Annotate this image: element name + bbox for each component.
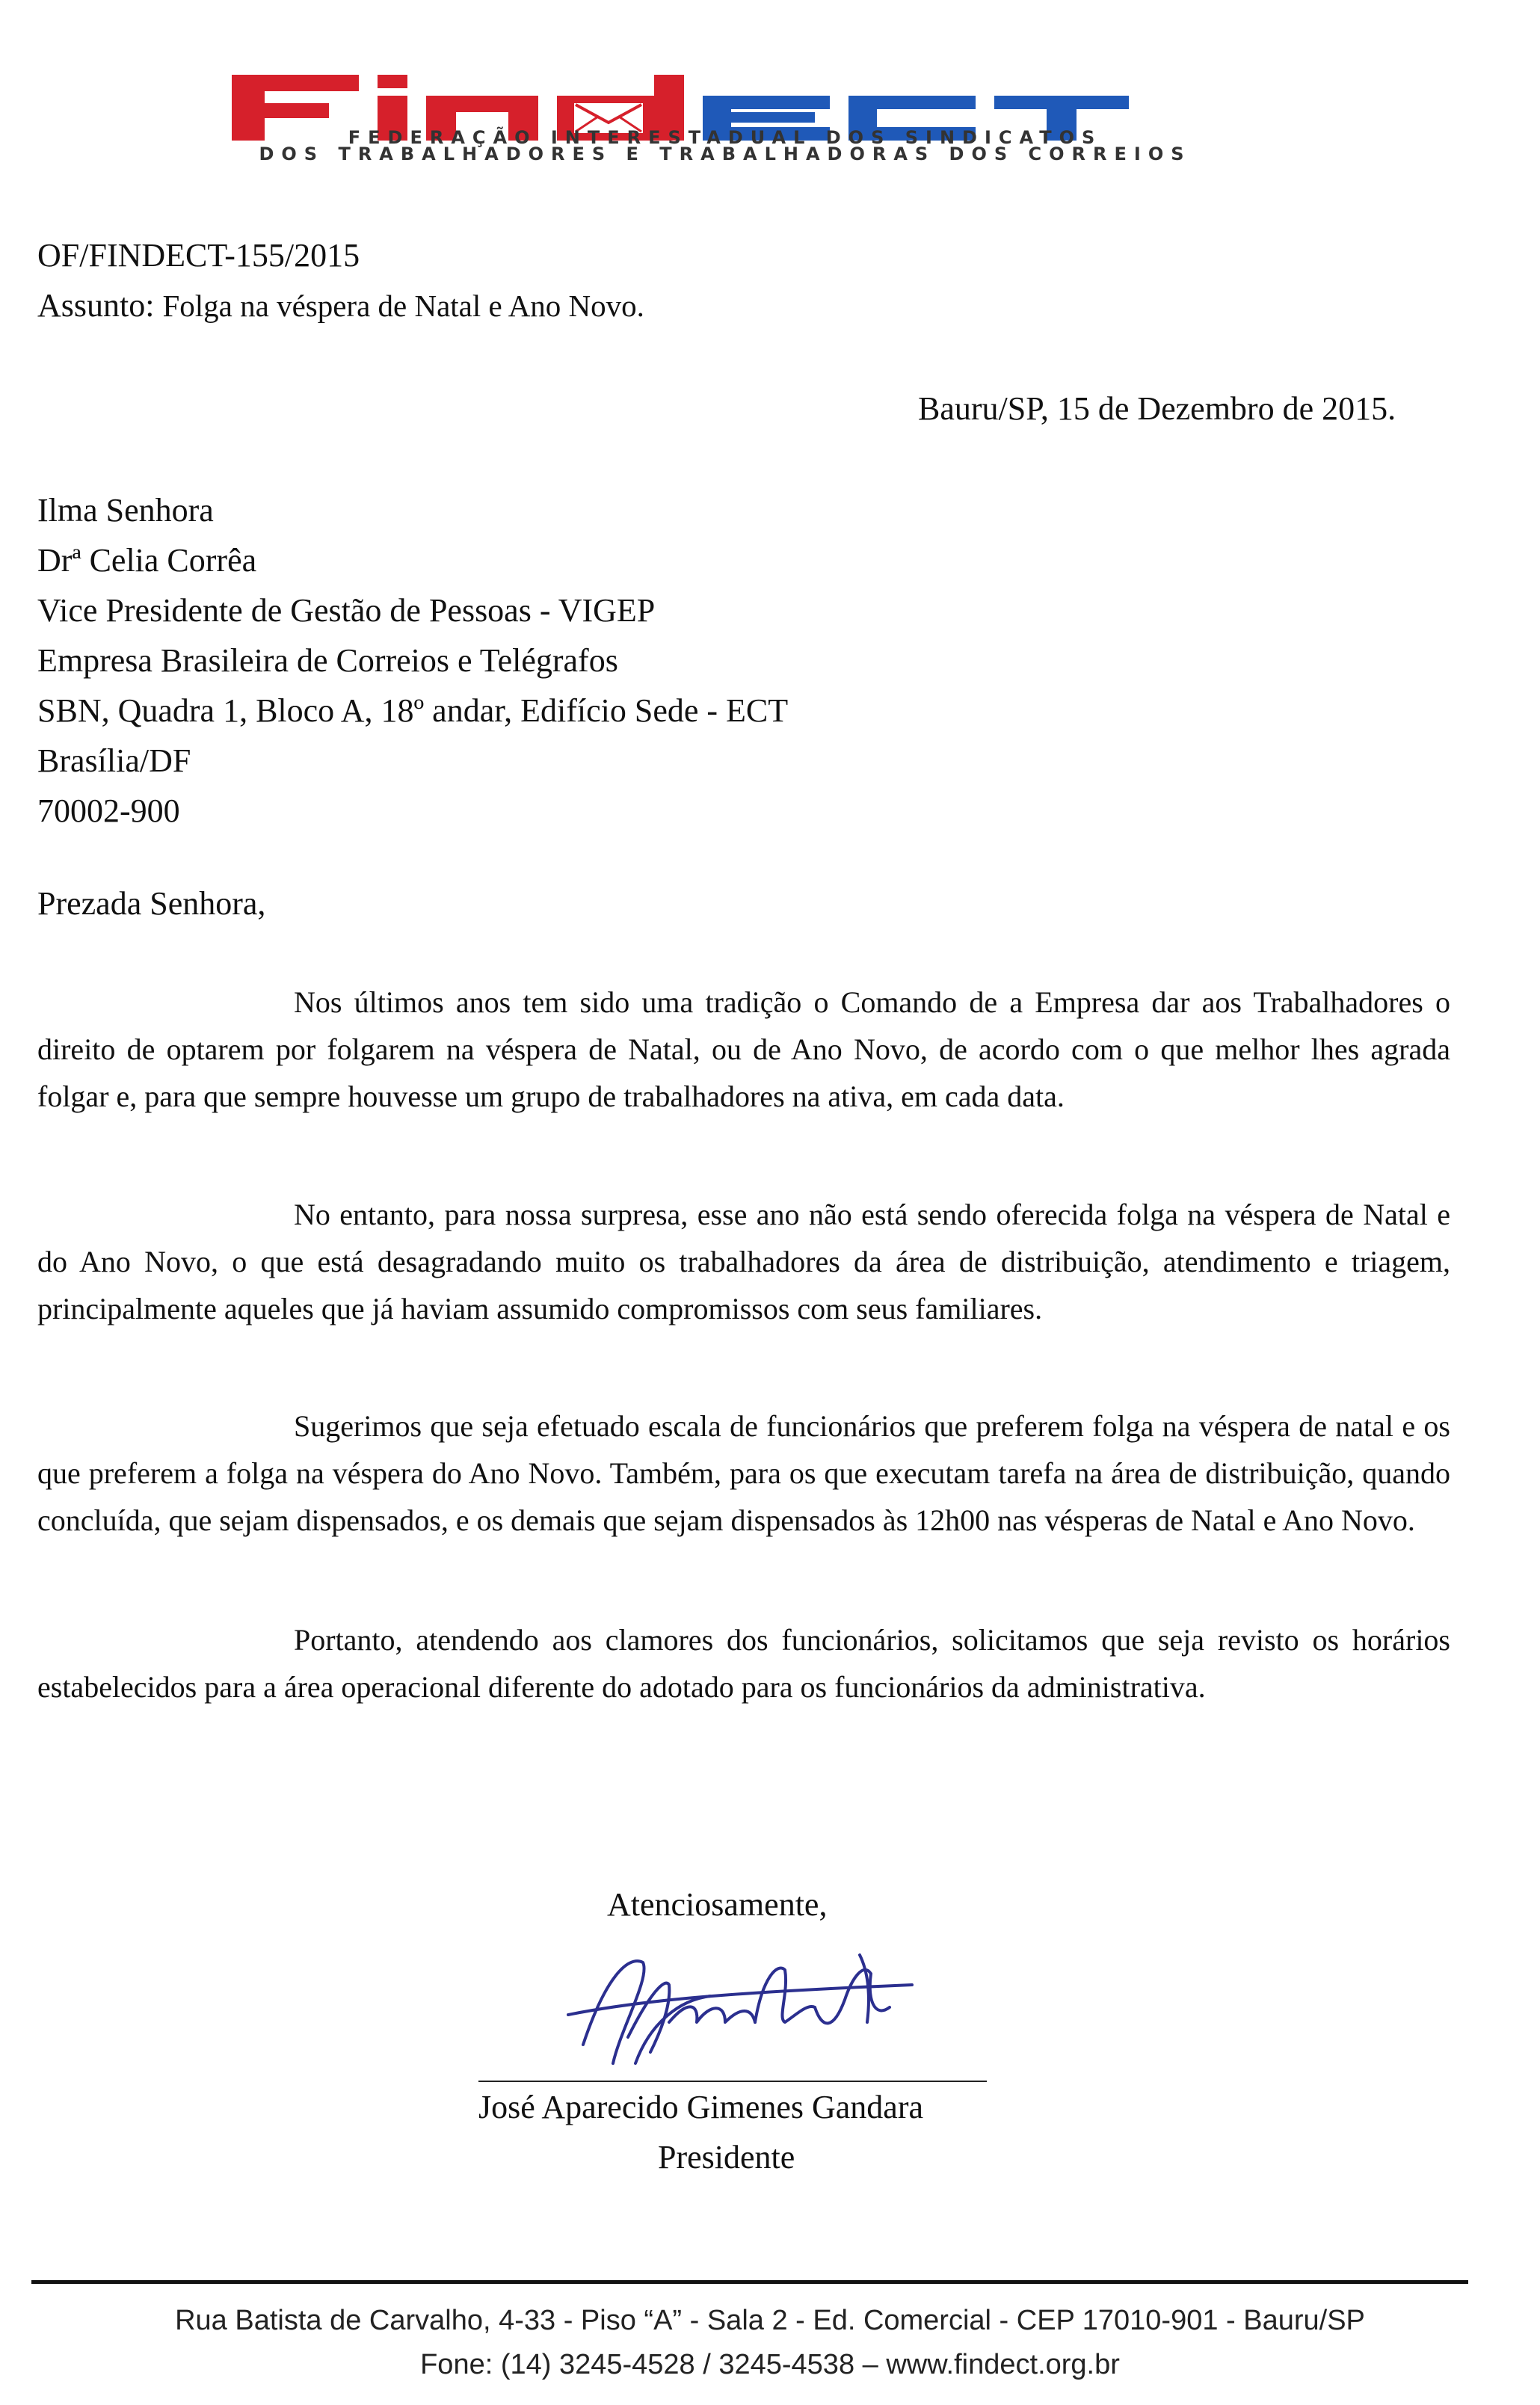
footer-contact: Fone: (14) 3245-4528 / 3245-4538 – www.findect.org.br — [420, 2349, 1120, 2380]
paragraph-text: Portanto, atendendo aos clamores dos funcionários, solicitamos que seja revisto os horários estabelecidos para a área operacional diferente do adotado para os funcionários da administrativa. — [37, 1623, 1450, 1704]
signature-line — [478, 2081, 987, 2082]
footer-divider — [31, 2280, 1468, 2284]
signature-image — [538, 1933, 942, 2082]
subject-text: Folga na véspera de Natal e Ano Novo. — [162, 289, 644, 323]
body-paragraph — [37, 1191, 1450, 1332]
body-paragraph — [37, 1402, 1450, 1544]
salutation: Prezada Senhora, — [37, 885, 266, 922]
recipient-line: Empresa Brasileira de Correios e Telégrafos — [37, 642, 618, 679]
recipient-line: SBN, Quadra 1, Bloco A, 18º andar, Edifício Sede - ECT — [37, 692, 789, 729]
footer-address: Rua Batista de Carvalho, 4-33 - Piso “A” - Sala 2 - Ed. Comercial - CEP 17010-901 - Bauru/SP — [175, 2305, 1365, 2336]
valediction: Atenciosamente, — [607, 1886, 828, 1923]
recipient-line: 70002-900 — [37, 792, 180, 829]
body-paragraph — [37, 1616, 1450, 1710]
federation-line-1: FEDERAÇÃO INTERESTADUAL DOS SINDICATOS — [348, 127, 1103, 148]
federation-line-2: DOS TRABALHADORES E TRABALHADORAS DOS CORREIOS — [259, 144, 1192, 164]
recipient-line: Drª Celia Corrêa — [37, 542, 257, 579]
paragraph-text: Nos últimos anos tem sido uma tradição o Comando de a Empresa dar aos Trabalhadores o direito de optarem por folgarem na véspera de Natal, ou de Ano Novo, de acordo com o que melhor lhes agrada folgar e, para que sempre houvesse um grupo de trabalhadores na ativa, em cada data. — [37, 985, 1450, 1113]
recipient-line: Ilma Senhora — [37, 492, 214, 529]
place-date: Bauru/SP, 15 de Dezembro de 2015. — [918, 390, 1396, 427]
paragraph-text: No entanto, para nossa surpresa, esse ano não está sendo oferecida folga na véspera de Natal e do Ano Novo, o que está desagradando muito os trabalhadores da área de distribuição, atendimento e triagem, principalmente aqueles que já haviam assumido compromissos com seus familiares. — [37, 1198, 1450, 1325]
subject-line — [37, 285, 644, 327]
body-paragraph — [37, 979, 1450, 1120]
paragraph-text: Sugerimos que seja efetuado escala de funcionários que preferem folga na véspera de natal e os que preferem a folga na véspera do Ano Novo. Também, para os que executam tarefa na área de distribuição, quando concluída, que sejam dispensados, e os demais que sejam dispensados às 12h00 nas vésperas de Natal e Ano Novo. — [37, 1409, 1450, 1537]
signer-name: José Aparecido Gimenes Gandara — [478, 2089, 924, 2125]
signer-title: Presidente — [658, 2139, 795, 2175]
subject-label: Assunto: — [37, 287, 155, 324]
recipient-line: Brasília/DF — [37, 742, 191, 779]
recipient-line: Vice Presidente de Gestão de Pessoas - VIGEP — [37, 592, 656, 629]
findect-logo — [224, 69, 1226, 164]
document-reference: OF/FINDECT-155/2015 — [37, 237, 360, 274]
